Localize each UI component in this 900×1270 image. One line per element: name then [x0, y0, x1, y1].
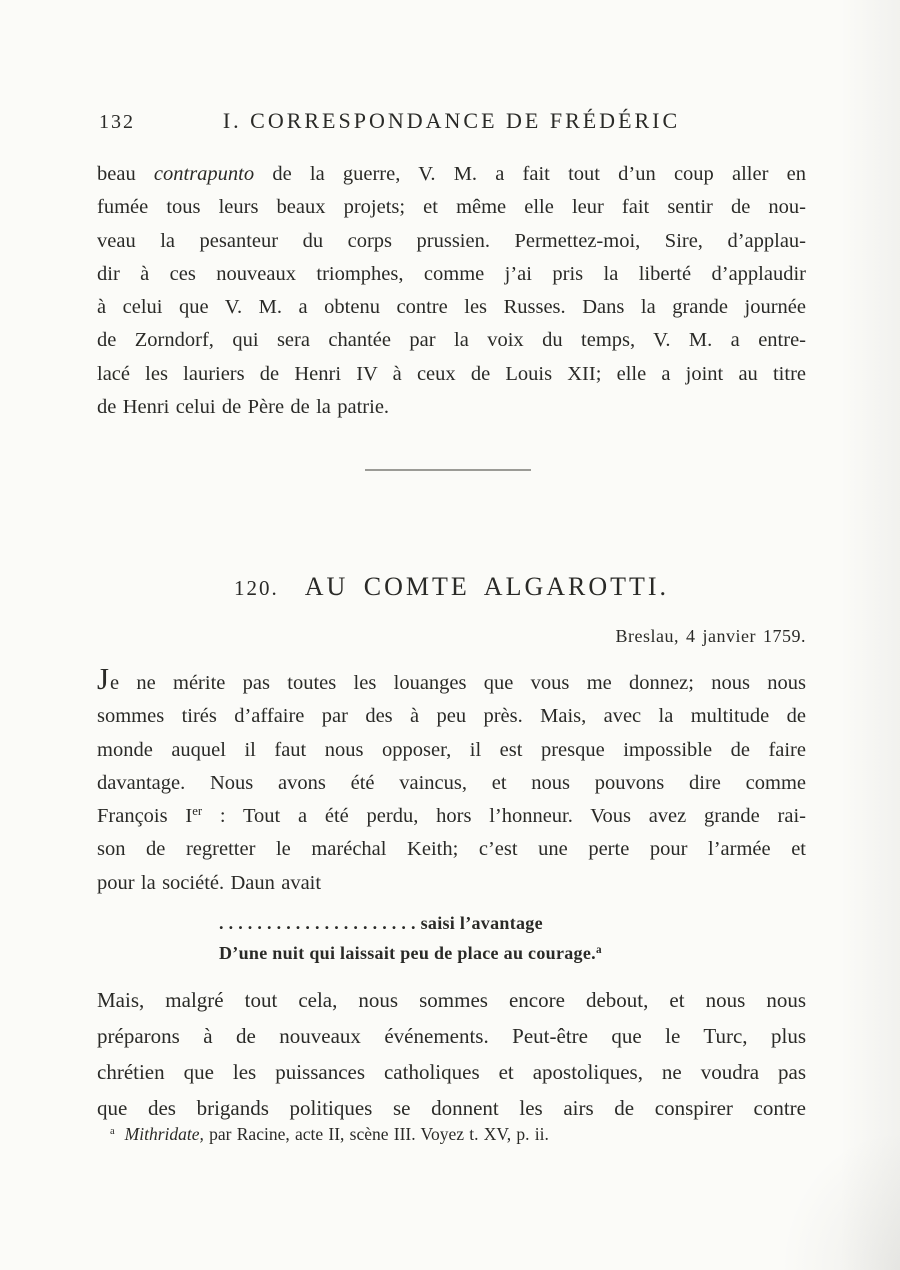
page-number: 132: [99, 111, 135, 133]
letter-number: 120.: [233, 576, 279, 600]
text-line: préparons à de nouveaux événements. Peut-être que le Turc, plus: [97, 1024, 806, 1048]
text-line: son de regretter le maréchal Keith; c’est une perte pour l’armée et: [97, 838, 806, 861]
text-line: fumée tous leurs beaux projets; et même elle leur fait sentir de nou-: [97, 196, 806, 219]
text-line: veau la pesanteur du corps prussien. Permettez-moi, Sire, d’applau-: [97, 229, 806, 252]
text-line: lacé les lauriers de Henri IV à ceux de Louis XII; elle a joint au titre: [97, 362, 806, 385]
footnote: [97, 1124, 819, 1145]
footnote-text: Mithridate, par Racine, acte II, scène III. Voyez t. XV, p. ii.: [124, 1124, 549, 1144]
letter-heading: [97, 572, 834, 602]
paragraph-continued: [97, 158, 806, 424]
text-line: Mais, malgré tout cela, nous sommes encore debout, et nous nous: [97, 988, 806, 1012]
text-line: François Ier : Tout a été perdu, hors l’honneur. Vous avez grande rai-: [97, 804, 807, 828]
text-line: sommes tirés d’affaire par des à peu près. Mais, avec la multitude de: [97, 705, 806, 728]
text-line: dir à ces nouveaux triomphes, comme j’ai pris la liberté d’applaudir: [97, 262, 806, 285]
running-head: [97, 108, 806, 140]
text-line: que des brigands politiques se donnent les airs de conspirer contre: [97, 1096, 806, 1120]
text-line: davantage. Nous avons été vaincus, et nous pouvons dire comme: [97, 771, 806, 794]
text-line: . . . . . . . . . . . . . . . . . . . . . saisi l’avantage: [219, 913, 543, 933]
text-line: beau contrapunto de la guerre, V. M. a fait tout d’un coup aller en: [97, 163, 806, 185]
text-line: Je ne mérite pas toutes les louanges que vous me donnez; nous nous: [97, 662, 806, 696]
text-line: D’une nuit qui laissait peu de place au courage.$^a$: [219, 943, 602, 963]
dateline: Breslau, 4 janvier 1759.: [615, 626, 806, 646]
text-line: pour la société. Daun avait: [97, 871, 322, 894]
section-divider: [365, 469, 531, 471]
letter-title: AU COMTE ALGAROTTI.: [304, 572, 670, 601]
text-line: à celui que V. M. a obtenu contre les Russes. Dans la grande journée: [97, 296, 806, 319]
text-line: de Henri celui de Père de la patrie.: [97, 396, 390, 419]
running-title: I. CORRESPONDANCE DE FRÉDÉRIC: [222, 108, 681, 133]
letter-paragraph-2: [97, 982, 806, 1126]
text-line: de Zorndorf, qui sera chantée par la voix du temps, V. M. a entre-: [97, 329, 806, 352]
text-line: monde auquel il faut nous opposer, il est presque impossible de faire: [97, 738, 806, 761]
footnote-marker: a: [110, 1125, 115, 1137]
text-line: chrétien que les puissances catholiques et apostoliques, ne voudra pas: [97, 1060, 806, 1084]
letter-paragraph-1: [97, 662, 807, 900]
scan-corner-noise: [780, 1130, 900, 1270]
verse-quotation: [97, 908, 900, 968]
scan-edge-shading: [840, 0, 900, 1270]
